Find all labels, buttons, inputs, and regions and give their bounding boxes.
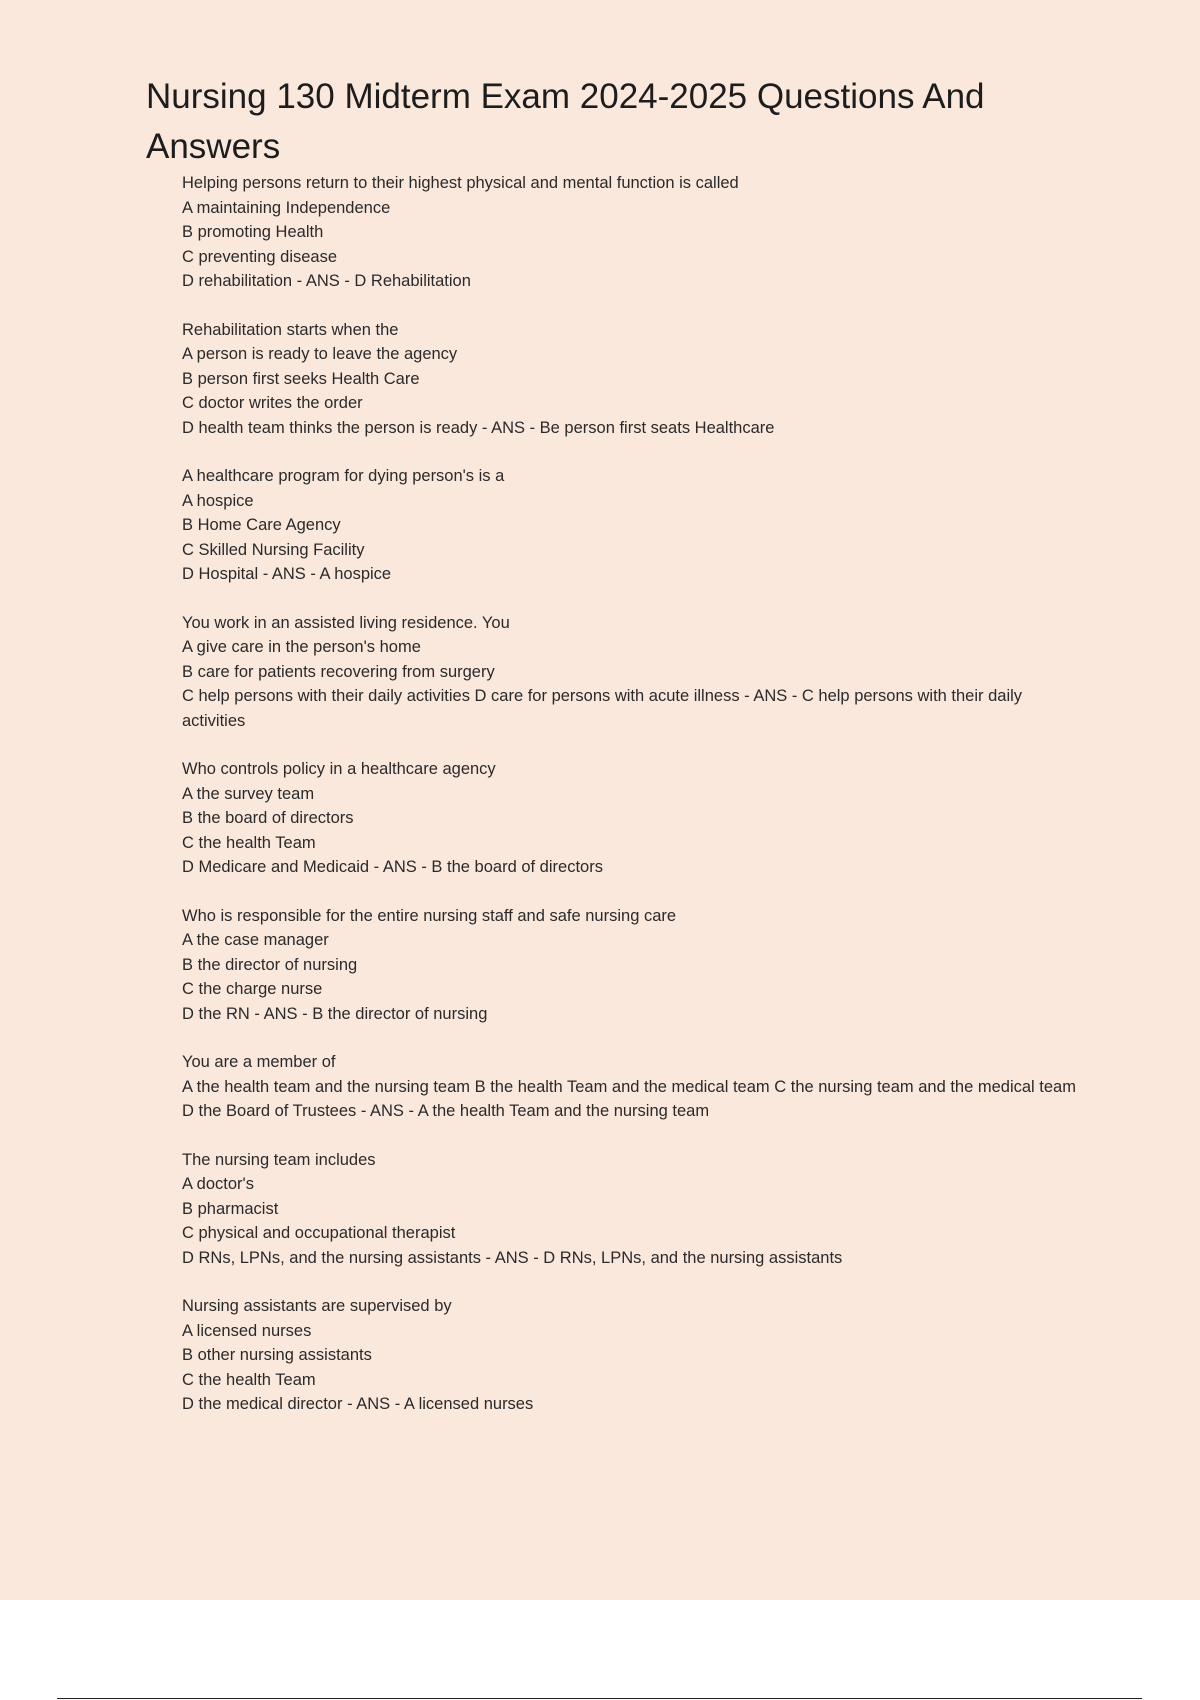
answer-option: C physical and occupational therapist xyxy=(182,1224,456,1242)
question-text: Rehabilitation starts when the xyxy=(182,320,399,339)
question-list xyxy=(182,171,1082,1441)
answer-option: B person first seeks Health Care xyxy=(182,369,420,388)
answer-option: B the board of directors xyxy=(182,809,354,827)
question-block xyxy=(182,464,1082,587)
answer-option-with-key: D rehabilitation - ANS - D Rehabilitation xyxy=(182,272,471,290)
question-block xyxy=(182,318,1082,441)
question-block xyxy=(182,904,1082,1027)
question-text: The nursing team includes xyxy=(182,1150,376,1169)
answer-option: B pharmacist xyxy=(182,1199,279,1218)
answer-option: B care for patients recovering from surgery xyxy=(182,662,495,681)
answer-option: B other nursing assistants xyxy=(182,1346,372,1364)
question-text: Who controls policy in a healthcare agency xyxy=(182,760,496,778)
footer-divider xyxy=(57,1698,1142,1699)
question-text: You are a member of xyxy=(182,1053,336,1071)
answer-option-with-key: D Hospital - ANS - A hospice xyxy=(182,565,392,583)
answer-option: B promoting Health xyxy=(182,223,324,241)
question-text: Nursing assistants are supervised by xyxy=(182,1297,452,1315)
answer-option: A hospice xyxy=(182,491,254,510)
answer-option-with-key: D the Board of Trustees - ANS - A the health Team and the nursing team xyxy=(182,1102,710,1120)
answer-option: A licensed nurses xyxy=(182,1321,312,1340)
answer-option: A maintaining Independence xyxy=(182,198,391,217)
question-block xyxy=(182,1148,1082,1271)
answer-option: A the survey team xyxy=(182,784,315,803)
document-title: Nursing 130 Midterm Exam 2024-2025 Questions And Answers xyxy=(146,77,985,166)
question-text: Helping persons return to their highest physical and mental function is called xyxy=(182,174,739,192)
answer-option: B Home Care Agency xyxy=(182,516,341,534)
question-block xyxy=(182,757,1082,880)
answer-option-with-key: D RNs, LPNs, and the nursing assistants - ANS - D RNs, LPNs, and the nursing assistants xyxy=(182,1248,843,1267)
question-block xyxy=(182,1294,1082,1417)
answer-option: A the health team and the nursing team B the health Team and the medical team C the nursing team and the medical team xyxy=(182,1077,1076,1096)
answer-option: C preventing disease xyxy=(182,247,338,266)
answer-option-with-key: C help persons with their daily activities D care for persons with acute illness - ANS - C help persons with their daily activities xyxy=(182,687,1023,730)
answer-option: C the health Team xyxy=(182,833,316,852)
answer-option: A give care in the person's home xyxy=(182,638,421,656)
answer-option: A doctor's xyxy=(182,1175,254,1193)
answer-option: B the director of nursing xyxy=(182,955,358,974)
question-block xyxy=(182,171,1082,294)
answer-option-with-key: D health team thinks the person is ready - ANS - Be person first seats Healthcare xyxy=(182,418,775,437)
question-text: A healthcare program for dying person's is a xyxy=(182,467,505,485)
answer-option: C Skilled Nursing Facility xyxy=(182,540,365,559)
answer-option: A the case manager xyxy=(182,931,329,949)
answer-option: C doctor writes the order xyxy=(182,394,363,412)
answer-option-with-key: D Medicare and Medicaid - ANS - B the board of directors xyxy=(182,858,603,876)
question-text: You work in an assisted living residence. You xyxy=(182,613,510,632)
question-block xyxy=(182,611,1082,734)
answer-option-with-key: D the RN - ANS - B the director of nursing xyxy=(182,1004,488,1023)
question-text: Who is responsible for the entire nursing staff and safe nursing care xyxy=(182,906,677,925)
answer-option: C the health Team xyxy=(182,1370,316,1389)
answer-option: A person is ready to leave the agency xyxy=(182,345,458,363)
answer-option: C the charge nurse xyxy=(182,980,323,998)
question-block xyxy=(182,1050,1082,1124)
answer-option-with-key: D the medical director - ANS - A licensed nurses xyxy=(182,1395,534,1413)
